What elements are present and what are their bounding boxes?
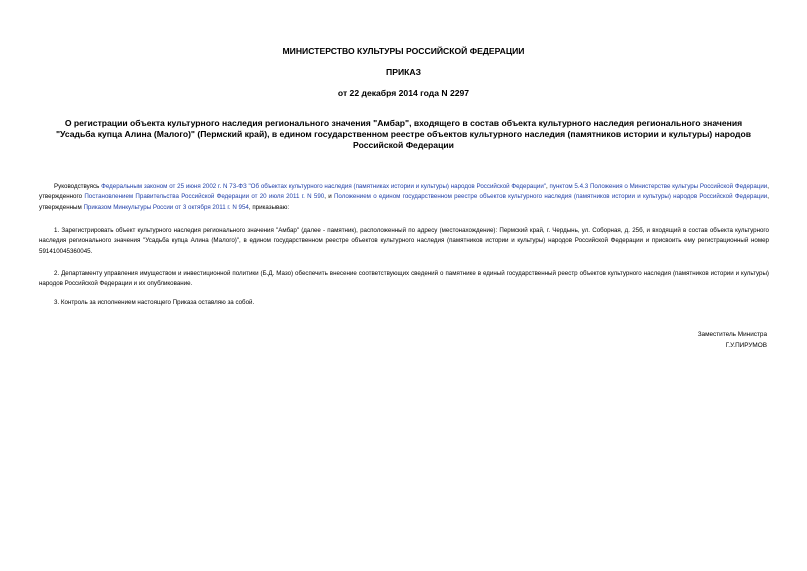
signatory-position: Заместитель Министра: [697, 331, 767, 338]
order-heading: ПРИКАЗ: [386, 67, 421, 77]
order-item-1: 1. Зарегистрировать объект культурного наследия регионального значения "Амбар" (далее - памятник), расположенный по адресу (местонахождение): Пермский край, г. Чердынь, ул. Соборная, д. 25б, и входящий в состав объекта культурного наследия регионального значения "Усадьба купца Алина (Малого)", в едином государственном реестре объектов культурного наследия (памятников истории и культуры) народов Российской Федерации и присвоить ему регистрационный номер 591410045360045.: [39, 227, 769, 255]
signatory-name: Г.У.ПИРУМОВ: [725, 342, 767, 349]
order-item-3: 3. Контроль за исполнением настоящего Приказа оставляю за собой.: [54, 299, 255, 306]
order-item-2: 2. Департаменту управления имуществом и инвестиционной политики (Б.Д. Мазо) обеспечить внесение соответствующих сведений о памятнике в единый государственный реестр объектов культурного наследия (памятников истории и культуры) народов Российской Федерации и их опубликование.: [39, 270, 769, 288]
link-government-decree[interactable]: Постановлением Правительства Российской Федерации от 20 июля 2011 г. N 590: [84, 193, 325, 201]
link-ministry-order[interactable]: Приказом Минкультуры России от 3 октября 2011 г. N 954: [83, 203, 249, 211]
order-title: О регистрации объекта культурного наследия регионального значения "Амбар", входящего в состав объекта культурного наследия регионального значения "Усадьба купца Алина (Малого)" (Пермский край), в едином государственном реестре объектов культурного наследия (памятников истории и культуры) народов Российской Федерации: [55, 118, 752, 150]
ministry-heading: МИНИСТЕРСТВО КУЛЬТУРЫ РОССИЙСКОЙ ФЕДЕРАЦИИ: [282, 46, 525, 56]
basis-text-1: Руководствуясь: [54, 183, 102, 190]
legal-basis-paragraph: [39, 182, 769, 213]
link-ministry-regulation[interactable]: пунктом 5.4.3 Положения о Министерстве культуры Российской Федерации: [549, 183, 768, 190]
link-federal-law[interactable]: Федеральным законом от 25 июня 2002 г. N 73-ФЗ "Об объектах культурного наследия (памятниках истории и культуры) народов Российской Федерации": [101, 183, 547, 190]
basis-text-6: , приказываю:: [248, 203, 290, 211]
basis-text-3: , утвержденного: [39, 183, 769, 201]
basis-text-4: , и: [324, 193, 334, 201]
basis-text-2: ,: [546, 183, 550, 190]
order-date-number: от 22 декабря 2014 года N 2297: [337, 88, 470, 98]
basis-text-5: , утвержденным: [39, 193, 769, 211]
link-registry-regulation[interactable]: Положением о едином государственном реестре объектов культурного наследия (памятников истории и культуры) народов Российской Федерации: [333, 193, 768, 201]
